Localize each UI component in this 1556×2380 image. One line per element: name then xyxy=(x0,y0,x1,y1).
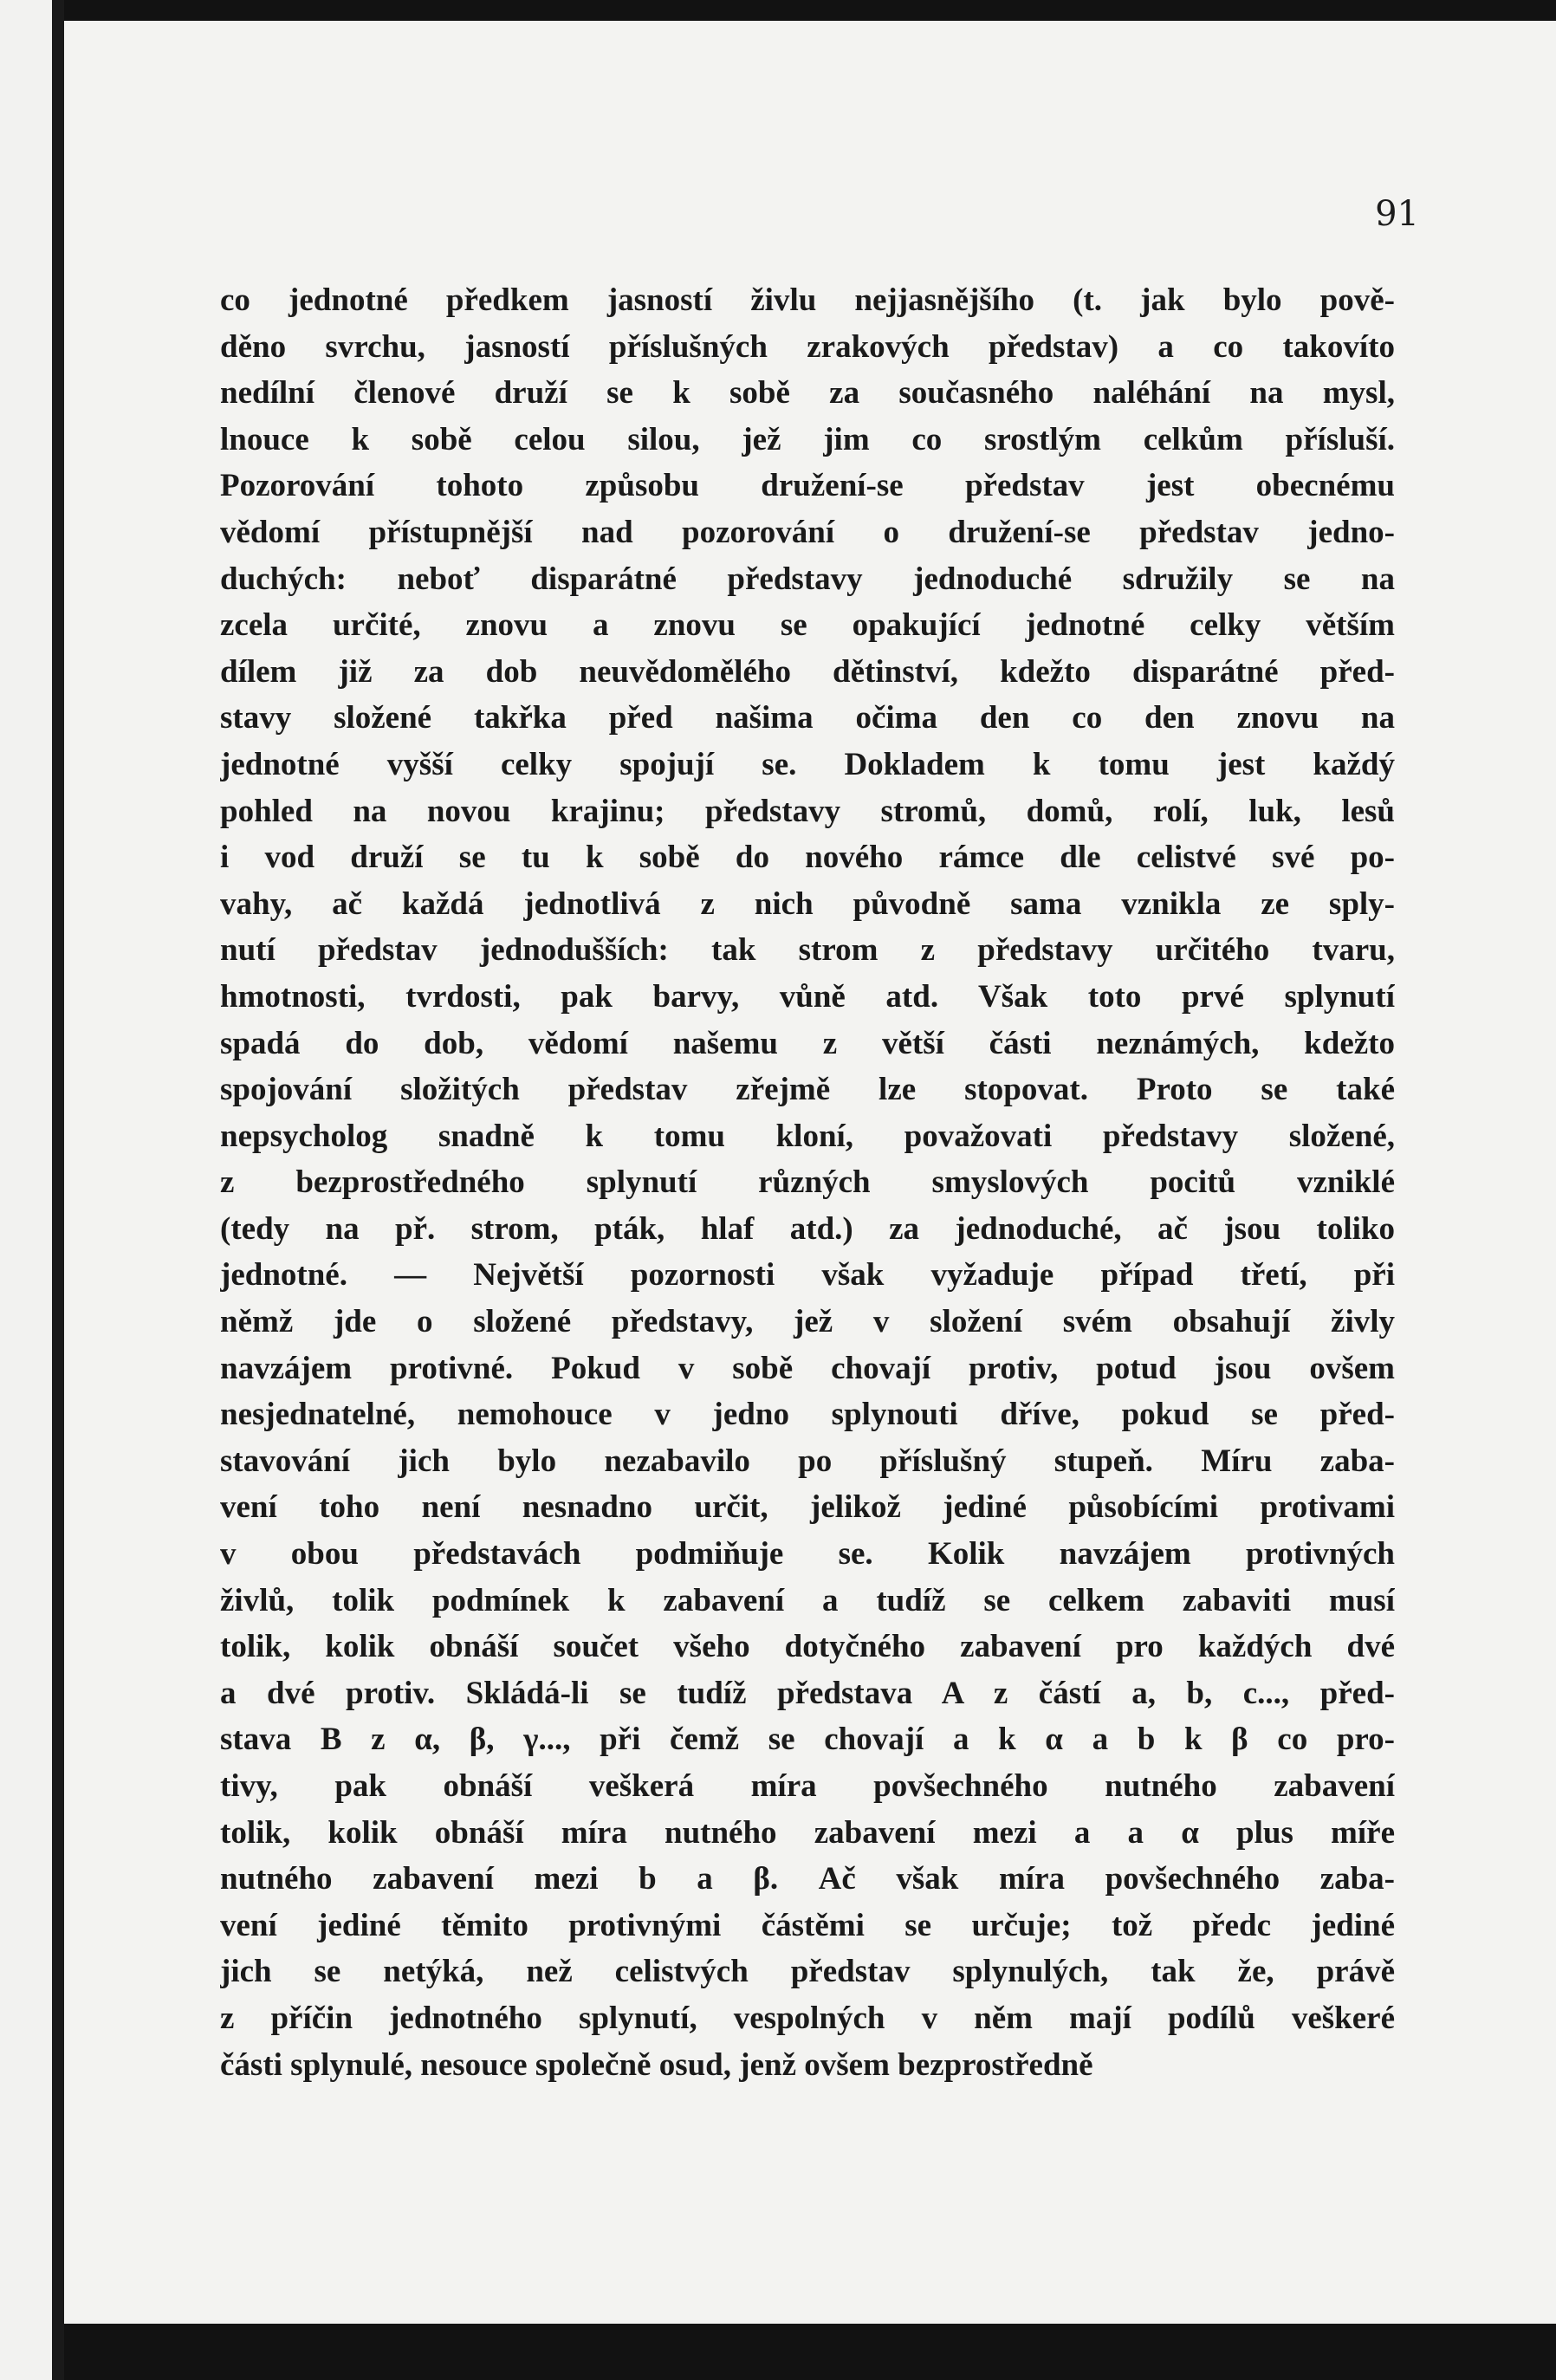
text-line: Pozorování tohoto způsobu družení-se představ jest obecnému xyxy=(220,468,1395,504)
text-line: dílem již za dob neuvědomělého dětinství, kdežto disparátné před- xyxy=(220,653,1395,690)
text-line: nutného zabavení mezi b a β. Ač však míra povšechného zaba- xyxy=(220,1861,1395,1897)
text-line: nutí představ jednodušších: tak strom z představy určitého tvaru, xyxy=(220,932,1395,969)
text-line: tolik, kolik obnáší součet všeho dotyčného zabavení pro každých dvé xyxy=(220,1629,1395,1665)
text-line: nedílní členové druží se k sobě za současného naléhání na mysl, xyxy=(220,375,1395,412)
book-page xyxy=(64,21,1556,2324)
text-line: navzájem protivné. Pokud v sobě chovají protiv, potud jsou ovšem xyxy=(220,1350,1395,1386)
text-line: tolik, kolik obnáší míra nutného zabavení mezi a a α plus míře xyxy=(220,1814,1395,1851)
text-line: jednotné. — Největší pozornosti však vyžaduje případ třetí, při xyxy=(220,1257,1395,1294)
text-line: co jednotné předkem jasností živlu nejjasnějšího (t. jak bylo pově- xyxy=(220,282,1395,318)
text-line: spadá do dob, vědomí našemu z větší části neznámých, kdežto xyxy=(220,1025,1395,1061)
text-line: i vod druží se tu k sobě do nového rámce dle celistvé své po- xyxy=(220,840,1395,876)
text-line: děno svrchu, jasností příslušných zrakových představ) a co takovíto xyxy=(220,328,1395,365)
text-line: tivy, pak obnáší veškerá míra povšechného nutného zabavení xyxy=(220,1768,1395,1804)
text-line: živlů, tolik podmínek k zabavení a tudíž se celkem zabaviti musí xyxy=(220,1582,1395,1618)
text-line: z příčin jednotného splynutí, vespolných v něm mají podílů veškeré xyxy=(220,2000,1395,2036)
body-text xyxy=(220,277,1395,2088)
text-line: spojování složitých představ zřejmě lze stopovat. Proto se také xyxy=(220,1072,1395,1108)
text-line: jednotné vyšší celky spojují se. Dokladem k tomu jest každý xyxy=(220,746,1395,782)
text-line: němž jde o složené představy, jež v složení svém obsahují živly xyxy=(220,1304,1395,1340)
text-line: (tedy na př. strom, pták, hlaf atd.) za jednoduché, ač jsou toliko xyxy=(220,1210,1395,1247)
text-line: nepsycholog snadně k tomu kloní, považovati představy složené, xyxy=(220,1118,1395,1154)
text-line: v obou představách podmiňuje se. Kolik navzájem protivných xyxy=(220,1536,1395,1573)
text-line: zcela určité, znovu a znovu se opakující jednotné celky větším xyxy=(220,607,1395,644)
text-line: a dvé protiv. Skládá-li se tudíž představa A z částí a, b, c..., před- xyxy=(220,1675,1395,1711)
text-line: vení jediné těmito protivnými částěmi se určuje; tož předc jediné xyxy=(220,1907,1395,1943)
text-line: z bezprostředného splynutí různých smyslových pocitů vzniklé xyxy=(220,1164,1395,1201)
text-line: stavy složené takřka před našima očima den co den znovu na xyxy=(220,700,1395,736)
page-number: 91 xyxy=(1375,194,1419,234)
text-line: vení toho není nesnadno určit, jelikož jediné působícími protivami xyxy=(220,1489,1395,1526)
text-line: hmotnosti, tvrdosti, pak barvy, vůně atd. Však toto prvé splynutí xyxy=(220,978,1395,1015)
text-line: vahy, ač každá jednotlivá z nich původně sama vznikla ze sply- xyxy=(220,885,1395,922)
text-line: jich se netýká, než celistvých představ splynulých, tak že, právě xyxy=(220,1954,1395,1990)
text-line: stavování jich bylo nezabavilo po příslušný stupeň. Míru zaba- xyxy=(220,1443,1395,1479)
page-gutter xyxy=(52,0,64,2380)
text-line: lnouce k sobě celou silou, jež jim co srostlým celkům přísluší. xyxy=(220,421,1395,457)
text-line: pohled na novou krajinu; představy stromů, domů, rolí, luk, lesů xyxy=(220,793,1395,829)
text-line: vědomí přístupnější nad pozorování o družení-se představ jedno- xyxy=(220,514,1395,550)
text-line: stava B z α, β, γ..., při čemž se chovají a k α a b k β co pro- xyxy=(220,1722,1395,1758)
adjacent-page-strip xyxy=(0,0,52,2380)
text-line: nesjednatelné, nemohouce v jedno splynouti dříve, pokud se před- xyxy=(220,1397,1395,1433)
text-line: části splynulé, nesouce společně osud, jenž ovšem bezprostředně xyxy=(220,2046,1093,2083)
text-line: duchých: neboť disparátné představy jednoduché sdružily se na xyxy=(220,561,1395,597)
